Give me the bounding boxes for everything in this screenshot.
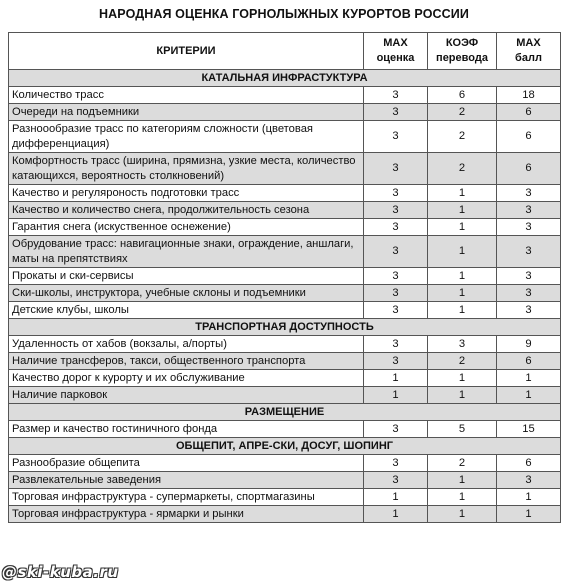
max-ball-cell: 3: [497, 219, 561, 236]
max-ball-cell: 1: [497, 506, 561, 523]
coefficient-cell: 1: [428, 472, 497, 489]
criterion-cell: Качество и количество снега, продолжительность сезона: [9, 202, 364, 219]
table-row: [9, 421, 561, 438]
header-criteria: КРИТЕРИИ: [9, 33, 364, 70]
table-row: [9, 302, 561, 319]
coefficient-cell: 2: [428, 121, 497, 153]
max-score-cell: 3: [364, 472, 428, 489]
table-row: [9, 285, 561, 302]
max-ball-cell: 3: [497, 472, 561, 489]
coefficient-cell: 1: [428, 302, 497, 319]
table-row: [9, 353, 561, 370]
section-title: РАЗМЕЩЕНИЕ: [9, 404, 561, 421]
max-score-cell: 3: [364, 353, 428, 370]
max-score-cell: 3: [364, 185, 428, 202]
table-row: [9, 87, 561, 104]
section-header: [9, 70, 561, 87]
max-ball-cell: 6: [497, 153, 561, 185]
max-score-cell: 3: [364, 236, 428, 268]
section-title: ОБЩЕПИТ, АПРЕ-СКИ, ДОСУГ, ШОПИНГ: [9, 438, 561, 455]
max-ball-cell: 6: [497, 353, 561, 370]
max-score-cell: 3: [364, 285, 428, 302]
criterion-cell: Размер и качество гостиничного фонда: [9, 421, 364, 438]
criterion-cell: Прокаты и ски-сервисы: [9, 268, 364, 285]
criterion-cell: Комфортность трасс (ширина, прямизна, узкие места, количество катающихся, вероятность столкновений): [9, 153, 364, 185]
max-score-cell: 3: [364, 421, 428, 438]
coefficient-cell: 1: [428, 489, 497, 506]
table-row: [9, 370, 561, 387]
max-ball-cell: 3: [497, 185, 561, 202]
criterion-cell: Количество трасс: [9, 87, 364, 104]
max-ball-cell: 3: [497, 236, 561, 268]
coefficient-cell: 1: [428, 268, 497, 285]
table-row: [9, 104, 561, 121]
criterion-cell: Детские клубы, школы: [9, 302, 364, 319]
criterion-cell: Наличие трансферов, такси, общественного транспорта: [9, 353, 364, 370]
coefficient-cell: 1: [428, 202, 497, 219]
coefficient-cell: 1: [428, 185, 497, 202]
table-row: [9, 387, 561, 404]
header-max-score: MAX оценка: [364, 33, 428, 70]
section-title: ТРАНСПОРТНАЯ ДОСТУПНОСТЬ: [9, 319, 561, 336]
criterion-cell: Развлекательные заведения: [9, 472, 364, 489]
coefficient-cell: 1: [428, 506, 497, 523]
coefficient-cell: 1: [428, 219, 497, 236]
max-score-cell: 3: [364, 302, 428, 319]
criterion-cell: Ски-школы, инструктора, учебные склоны и подъемники: [9, 285, 364, 302]
criterion-cell: Обрудование трасс: навигационные знаки, ограждение, аншлаги, маты на препятствиях: [9, 236, 364, 268]
max-ball-cell: 3: [497, 202, 561, 219]
max-ball-cell: 1: [497, 387, 561, 404]
criterion-cell: Качество дорог к курорту и их обслуживание: [9, 370, 364, 387]
max-ball-cell: 6: [497, 455, 561, 472]
table-row: [9, 153, 561, 185]
header-max-ball: MAX балл: [497, 33, 561, 70]
max-ball-cell: 15: [497, 421, 561, 438]
criterion-cell: Удаленность от хабов (вокзалы, а/порты): [9, 336, 364, 353]
coefficient-cell: 1: [428, 370, 497, 387]
criterion-cell: Качество и регуляроность подготовки трасс: [9, 185, 364, 202]
max-score-cell: 3: [364, 104, 428, 121]
page-title: НАРОДНАЯ ОЦЕНКА ГОРНОЛЫЖНЫХ КУРОРТОВ РОССИИ: [99, 7, 469, 21]
coefficient-cell: 3: [428, 336, 497, 353]
table-row: [9, 506, 561, 523]
table-row: [9, 185, 561, 202]
table-row: [9, 336, 561, 353]
criterion-cell: Торговая инфраструктура - ярмарки и рынки: [9, 506, 364, 523]
header-coefficient: КОЭФ перевода: [428, 33, 497, 70]
criterion-cell: Разноообразие трасс по категориям сложности (цветовая дифференциация): [9, 121, 364, 153]
table-row: [9, 219, 561, 236]
coefficient-cell: 1: [428, 387, 497, 404]
max-score-cell: 1: [364, 387, 428, 404]
coefficient-cell: 2: [428, 104, 497, 121]
coefficient-cell: 1: [428, 285, 497, 302]
table-row: [9, 121, 561, 153]
max-ball-cell: 3: [497, 302, 561, 319]
max-ball-cell: 1: [497, 489, 561, 506]
max-score-cell: 3: [364, 455, 428, 472]
site-watermark: @ski-kuba.ru: [2, 563, 119, 581]
coefficient-cell: 5: [428, 421, 497, 438]
table-row: [9, 268, 561, 285]
max-ball-cell: 6: [497, 121, 561, 153]
criterion-cell: Торговая инфраструктура - супермаркеты, спортмагазины: [9, 489, 364, 506]
max-ball-cell: 6: [497, 104, 561, 121]
max-score-cell: 3: [364, 87, 428, 104]
max-score-cell: 3: [364, 219, 428, 236]
max-ball-cell: 3: [497, 268, 561, 285]
criterion-cell: Наличие парковок: [9, 387, 364, 404]
coefficient-cell: 2: [428, 455, 497, 472]
table-row: [9, 236, 561, 268]
criterion-cell: Очереди на подъемники: [9, 104, 364, 121]
max-ball-cell: 9: [497, 336, 561, 353]
coefficient-cell: 2: [428, 153, 497, 185]
section-header: [9, 319, 561, 336]
max-ball-cell: 1: [497, 370, 561, 387]
table-row: [9, 202, 561, 219]
coefficient-cell: 1: [428, 236, 497, 268]
table-body: [9, 70, 561, 523]
coefficient-cell: 6: [428, 87, 497, 104]
table-row: [9, 472, 561, 489]
criterion-cell: Гарантия снега (искуственное оснежение): [9, 219, 364, 236]
max-score-cell: 1: [364, 506, 428, 523]
coefficient-cell: 2: [428, 353, 497, 370]
max-score-cell: 1: [364, 370, 428, 387]
max-score-cell: 3: [364, 268, 428, 285]
max-score-cell: 3: [364, 336, 428, 353]
criterion-cell: Разнообразие общепита: [9, 455, 364, 472]
section-title: КАТАЛЬНАЯ ИНФРАСТУКТУРА: [9, 70, 561, 87]
max-ball-cell: 18: [497, 87, 561, 104]
max-score-cell: 3: [364, 202, 428, 219]
table-row: [9, 489, 561, 506]
max-score-cell: 3: [364, 153, 428, 185]
section-header: [9, 438, 561, 455]
max-score-cell: 1: [364, 489, 428, 506]
header-row: [9, 33, 561, 70]
table-row: [9, 455, 561, 472]
max-score-cell: 3: [364, 121, 428, 153]
max-ball-cell: 3: [497, 285, 561, 302]
rating-table: [8, 32, 561, 523]
section-header: [9, 404, 561, 421]
